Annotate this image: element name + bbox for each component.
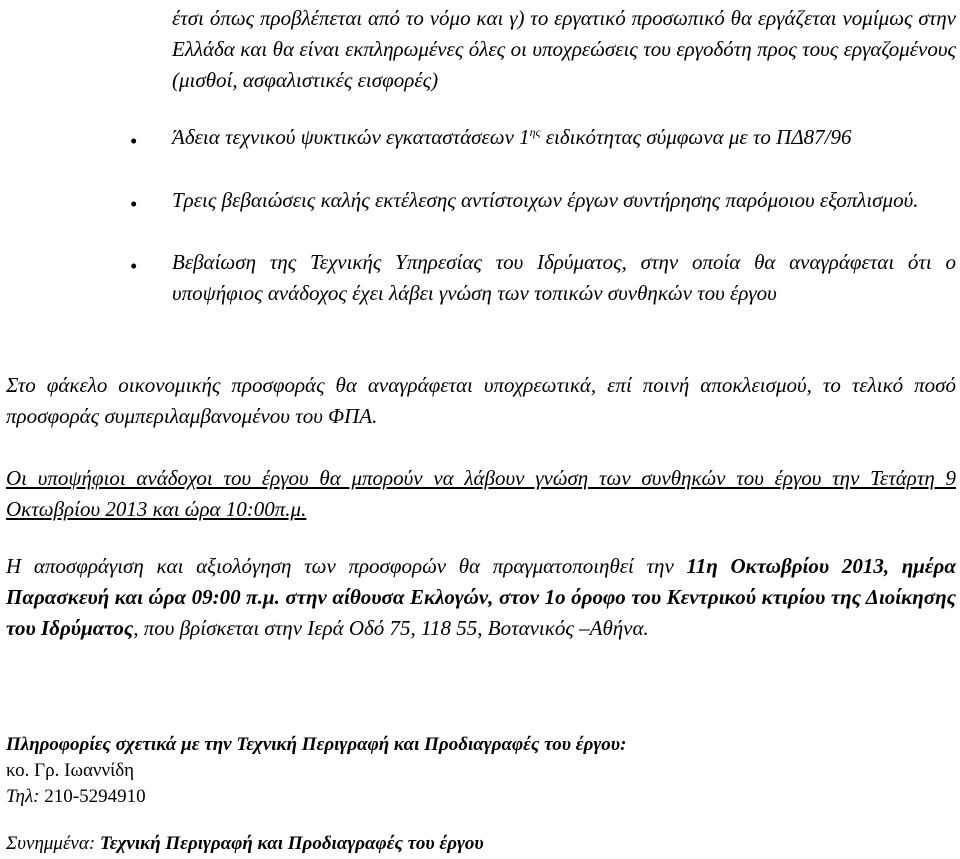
contact-name: κο. Γρ. Ιωαννίδη [6, 760, 135, 781]
bullet-text: Άδεια τεχνικού ψυκτικών εγκαταστάσεων 1 [172, 125, 530, 149]
phone-number: 210-5294910 [39, 786, 146, 807]
bullet-marker: • [130, 254, 138, 278]
contact-phone [6, 783, 956, 810]
bullet-item-site-certificate: Βεβαίωση της Τεχνικής Υπηρεσίας του Ιδρύματος, στην οποία θα αναγράφεται ότι ο υποψήφιος ανάδοχος έχει λάβει γνώση των τοπικών συνθηκών του έργου [172, 250, 956, 305]
opening-paragraph [6, 551, 956, 644]
opening-date-location: 11η Οκτωβρίου 2013, ημέρα Παρασκευή και ώρα 09:00 π.μ. στην αίθουσα Εκλογών, στον 1ο όροφο του Κεντρικού κτιρίου της Διοίκησης του Ιδρύματος [6, 554, 956, 640]
info-heading: Πληροφορίες σχετικά με την Τεχνική Περιγραφή και Προδιαγραφές του έργου: [6, 734, 627, 755]
bullet-marker: • [130, 192, 138, 216]
bullet-marker: • [130, 129, 138, 153]
bullet-item-certificates: Τρεις βεβαιώσεις καλής εκτέλεσης αντίστοιχων έργων συντήρησης παρόμοιου εξοπλισμού. [172, 188, 919, 212]
continuation-text: έτσι όπως προβλέπεται από το νόμο και γ) το εργατικό προσωπικό θα εργάζεται νομίμως στην Ελλάδα και θα είναι εκπληρωμένες όλες οι υποχρεώσεις του εργοδότη προς τους εργαζομένους (μισθοί, ασφαλιστικές εισφορές) [172, 6, 956, 92]
opening-address: , που βρίσκεται στην Ιερά Οδό 75, 118 55, Βοτανικός –Αθήνα. [133, 616, 649, 640]
bullet-text: ειδικότητας σύμφωνα με το ΠΔ87/96 [540, 125, 852, 149]
attachments-label: Συνημμένα: [6, 833, 96, 854]
attachments-line [6, 830, 956, 857]
phone-label: Τηλ: [6, 786, 40, 807]
site-visit-note: Οι υποψήφιοι ανάδοχοι του έργου θα μπορούν να λάβουν γνώση των συνθηκών του έργου την Τετάρτη 9 Οκτωβρίου 2013 και ώρα 10:00π.μ. [6, 466, 956, 521]
bullet-superscript: ης [529, 125, 541, 139]
bullet-item-license [172, 122, 956, 153]
attachments-value: Τεχνική Περιγραφή και Προδιαγραφές του έργου [95, 833, 484, 854]
opening-text: Η αποσφράγιση και αξιολόγηση των προσφορών θα πραγματοποιηθεί την [6, 554, 687, 578]
financial-offer-note: Στο φάκελο οικονομικής προσφοράς θα αναγράφεται υποχρεωτικά, επί ποινή αποκλεισμού, το τελικό ποσό προσφοράς συμπεριλαμβανομένου του ΦΠΑ. [6, 373, 956, 428]
